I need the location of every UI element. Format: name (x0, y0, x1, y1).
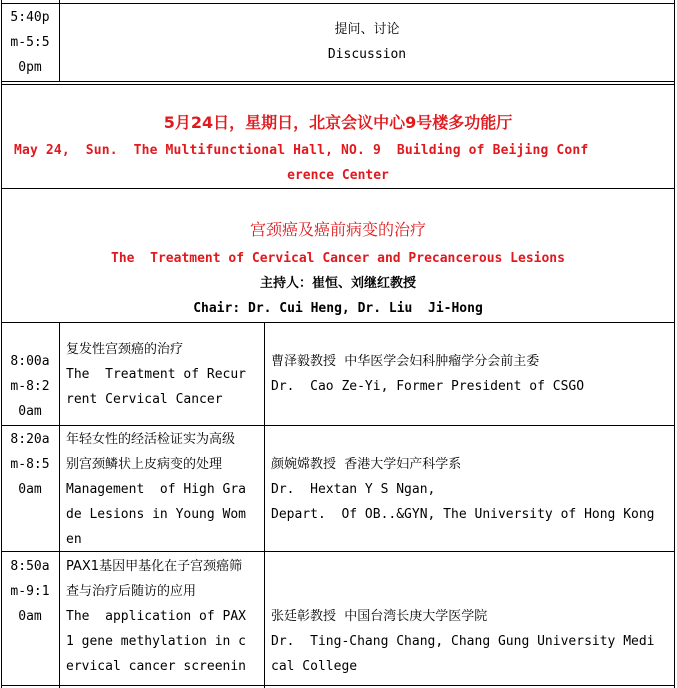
talk-topic-line: en (66, 532, 82, 547)
time-line: 8:50a (10, 559, 50, 574)
row-divider (1, 188, 674, 189)
row-divider (1, 551, 674, 552)
session-chair-cn: 主持人：崔恒、刘继红教授 (259, 276, 416, 291)
time-line: m-9:1 (10, 584, 50, 599)
column-divider (59, 0, 60, 81)
time-line: 5:40p (10, 10, 50, 25)
row-divider (1, 84, 674, 85)
talk-speaker-line: Depart. Of OB..&GYN, The University of Hong Kong (271, 507, 655, 522)
talk-topic-line: ervical cancer screenin (66, 659, 247, 674)
talk-speaker-line: Dr. Hextan Y S Ngan, (271, 482, 436, 497)
talk-topic-line: 查与治疗后随访的应用 (66, 584, 197, 599)
talk-topic-line: The Treatment of Recur (66, 367, 247, 382)
talk-speaker-line: cal College (271, 659, 358, 674)
talk-topic-line: The application of PAX (66, 609, 247, 624)
time-line: m-8:5 (10, 457, 50, 472)
discussion-title-cn: 提问、讨论 (334, 22, 400, 37)
time-line: m-8:2 (10, 379, 50, 394)
talk-speaker-line: Dr. Cao Ze-Yi, Former President of CSGO (271, 379, 585, 394)
talk-speaker-line: 曹泽毅教授 中华医学会妇科肿瘤学分会前主委 (271, 354, 540, 369)
talk-topic-line: 别宫颈鳞状上皮病变的处理 (66, 457, 223, 472)
discussion-title-en: Discussion (327, 47, 407, 62)
talk-speaker-line: 张廷彰教授 中国台湾长庚大学医学院 (271, 609, 488, 624)
session-title-cn: 宫颈癌及癌前病变的治疗 (249, 220, 426, 239)
time-line: 0am (18, 609, 42, 624)
session-chair-en: Chair: Dr. Cui Heng, Dr. Liu Ji-Hong (193, 301, 483, 316)
time-line: 0pm (18, 60, 42, 75)
talk-topic-line: 1 gene methylation in c (66, 634, 247, 649)
day-header-en-line2: erence Center (287, 168, 389, 183)
row-divider (1, 3, 674, 4)
talk-speaker-line: 颜婉嫦教授 香港大学妇产科学系 (271, 457, 462, 472)
day-header-cn: 5月24日，星期日，北京会议中心9号楼多功能厅 (163, 113, 513, 132)
column-divider (264, 322, 265, 688)
talk-topic-line: 复发性宫颈癌的治疗 (66, 342, 184, 357)
row-divider (1, 81, 674, 82)
day-header-en-line1: May 24, Sun. The Multifunctional Hall, NO. 9 Building of Beijing Conf (14, 143, 589, 158)
row-divider (1, 685, 674, 686)
table-border-right (674, 0, 675, 688)
talk-topic-line: de Lesions in Young Wom (66, 507, 247, 522)
talk-topic-line: rent Cervical Cancer (66, 392, 223, 407)
row-divider (1, 425, 674, 426)
session-title-en: The Treatment of Cervical Cancer and Precancerous Lesions (111, 251, 565, 266)
talk-topic-line: Management of High Gra (66, 482, 247, 497)
row-divider (1, 322, 674, 323)
time-line: 8:00a (10, 354, 50, 369)
time-line: 0am (18, 482, 42, 497)
time-line: 8:20a (10, 432, 50, 447)
time-line: m-5:5 (10, 35, 50, 50)
time-line: 0am (18, 404, 42, 419)
talk-topic-line: 年轻女性的经活检证实为高级 (66, 432, 236, 447)
talk-topic-line: PAX1基因甲基化在子宫颈癌筛 (66, 559, 243, 574)
talk-speaker-line: Dr. Ting-Chang Chang, Chang Gung University Medi (271, 634, 655, 649)
column-divider (59, 322, 60, 688)
